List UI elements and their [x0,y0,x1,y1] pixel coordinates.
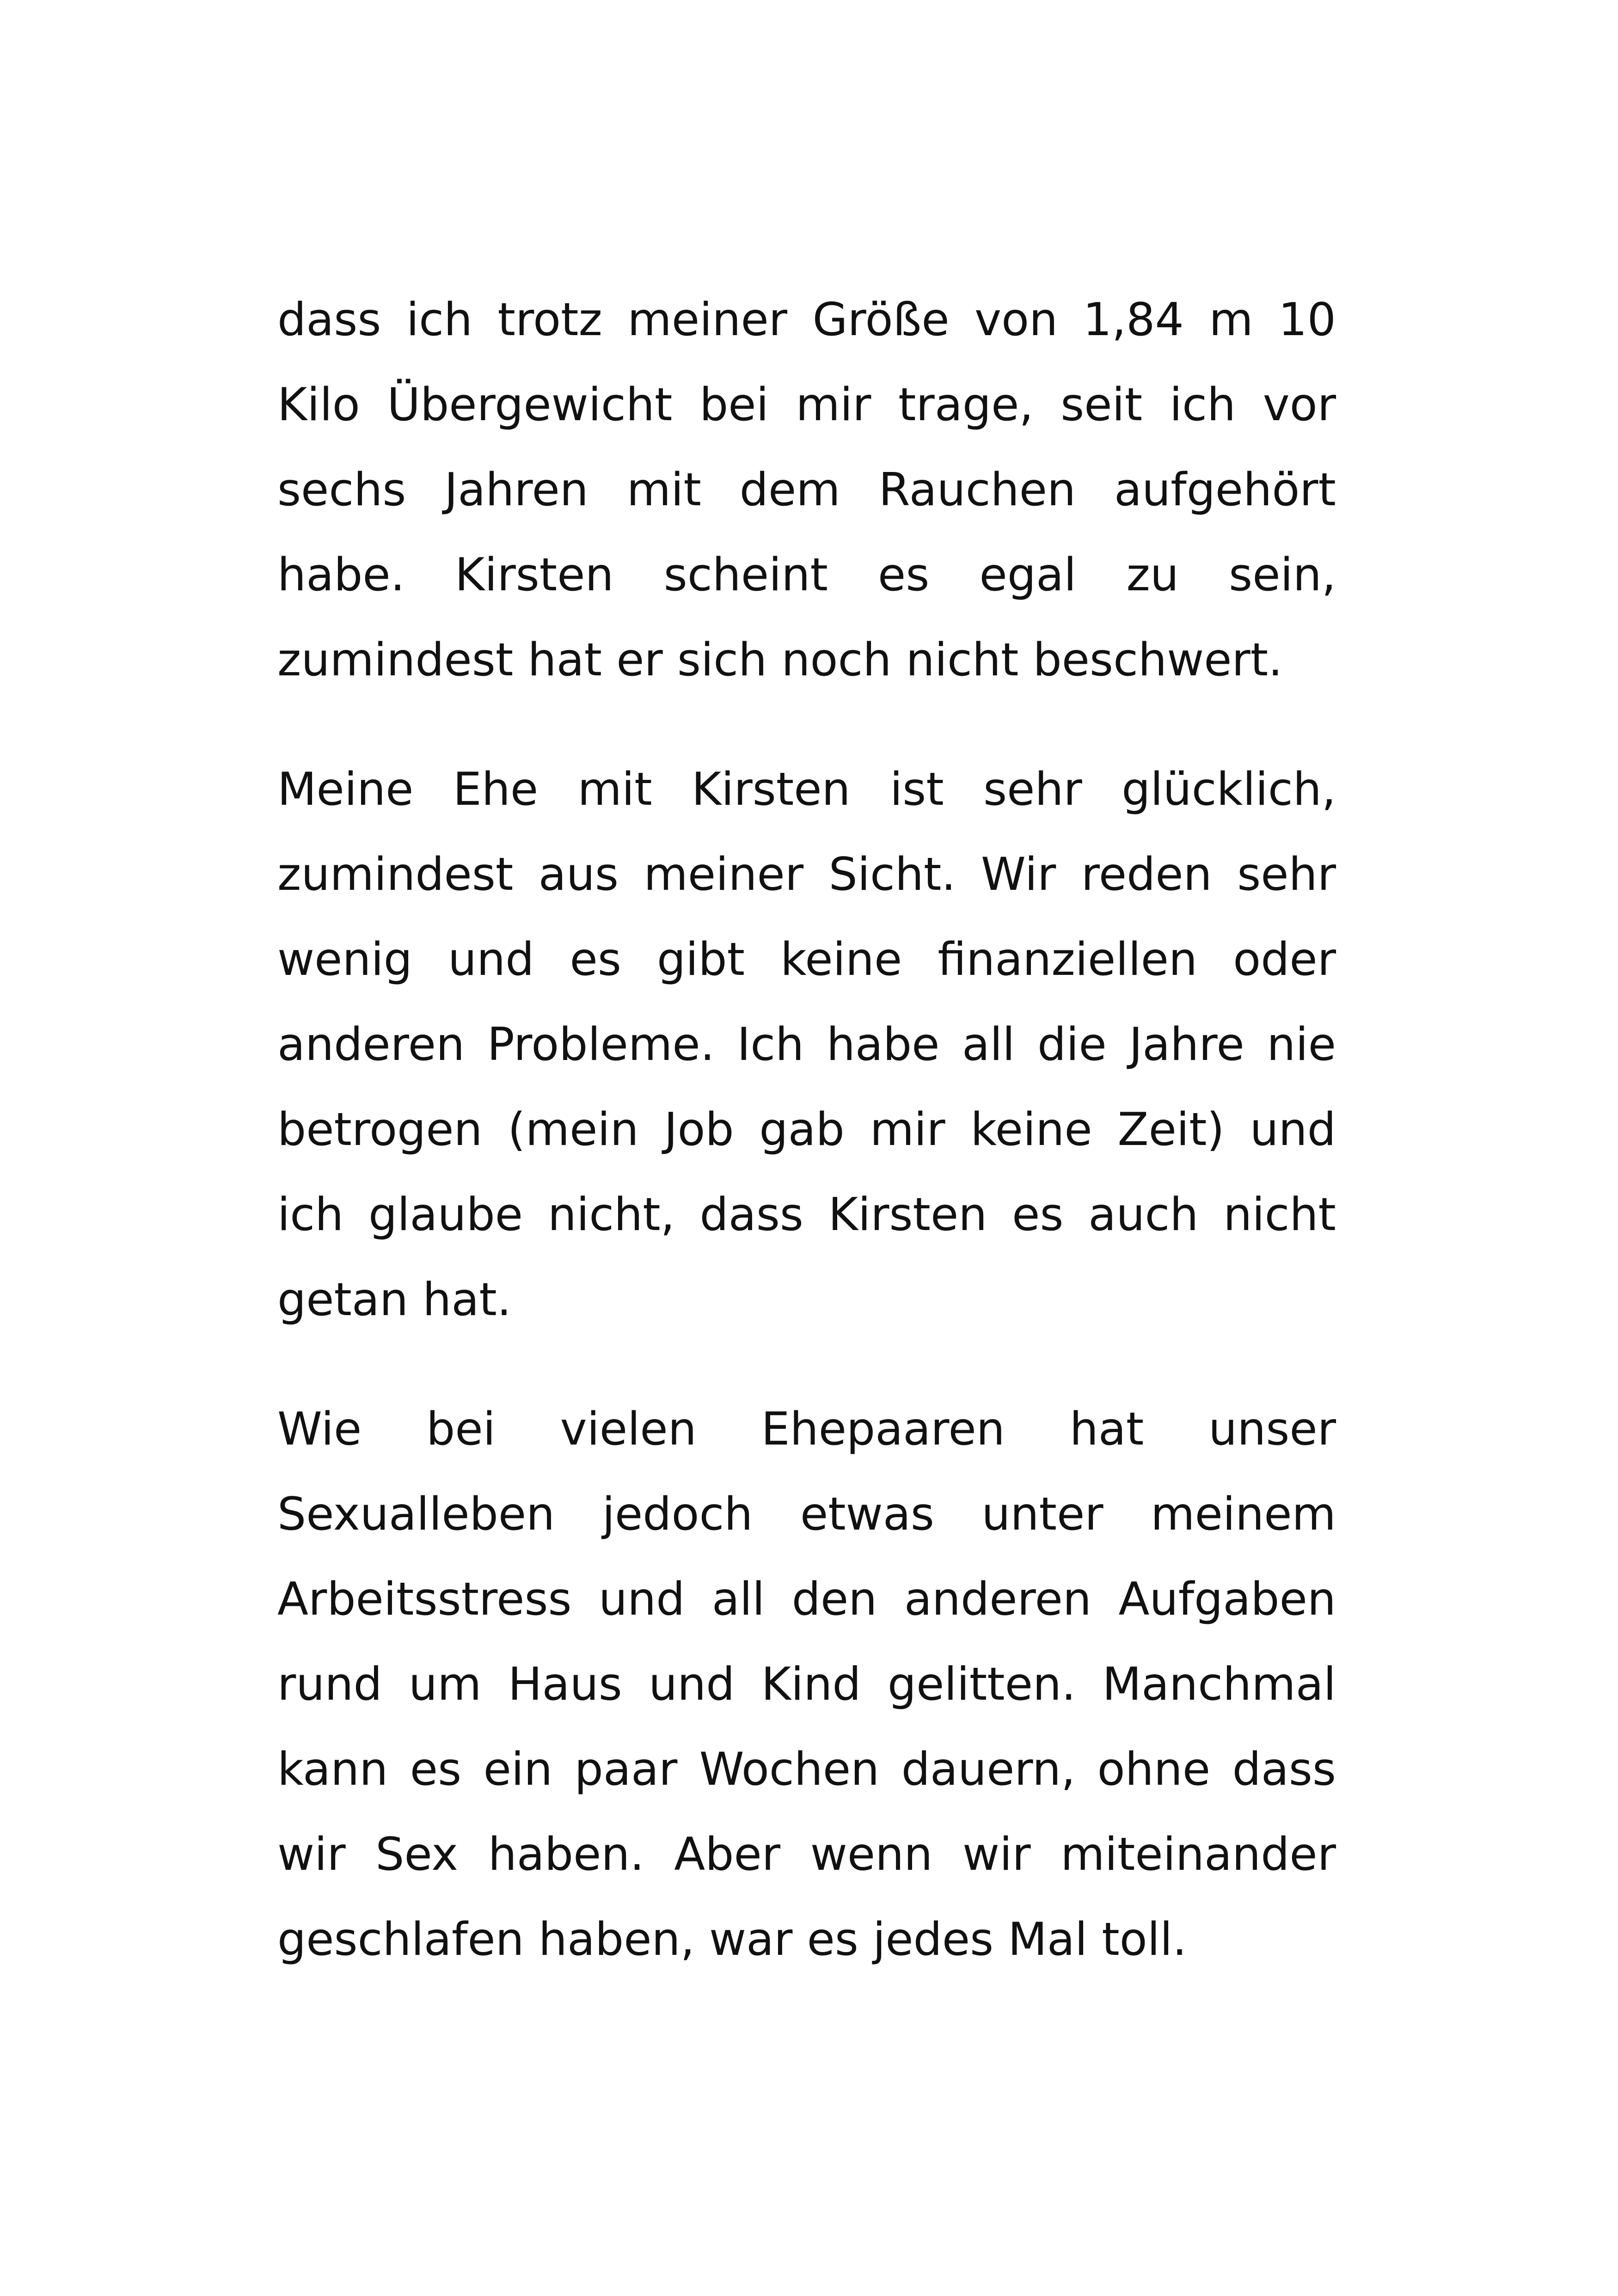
body-text [277,277,1336,1982]
paragraph-1: dass ich trotz meiner Größe von 1,84 m 10 Kilo Übergewicht bei mir trage, seit ich vor sechs Jahren mit dem Rauchen aufgehört habe. Kirsten scheint es egal zu sein, zumindest hat er sich noch nicht beschwert. [277,294,1336,686]
paragraph-3: Wie bei vielen Ehepaaren hat unser Sexualleben jedoch etwas unter meinem Arbeitsstress und all den anderen Aufgaben rund um Haus und Kind gelitten. Manchmal kann es ein paar Wochen dauern, ohne dass wir Sex haben. Aber wenn wir miteinander geschlafen haben, war es jedes Mal toll. [277,1403,1336,1966]
paragraph-2: Meine Ehe mit Kirsten ist sehr glücklich, zumindest aus meiner Sicht. Wir reden sehr wenig und es gibt keine finanziellen oder anderen Probleme. Ich habe all die Jahre nie betrogen (mein Job gab mir keine Zeit) und ich glaube nicht, dass Kirsten es auch nicht getan hat. [277,763,1336,1326]
